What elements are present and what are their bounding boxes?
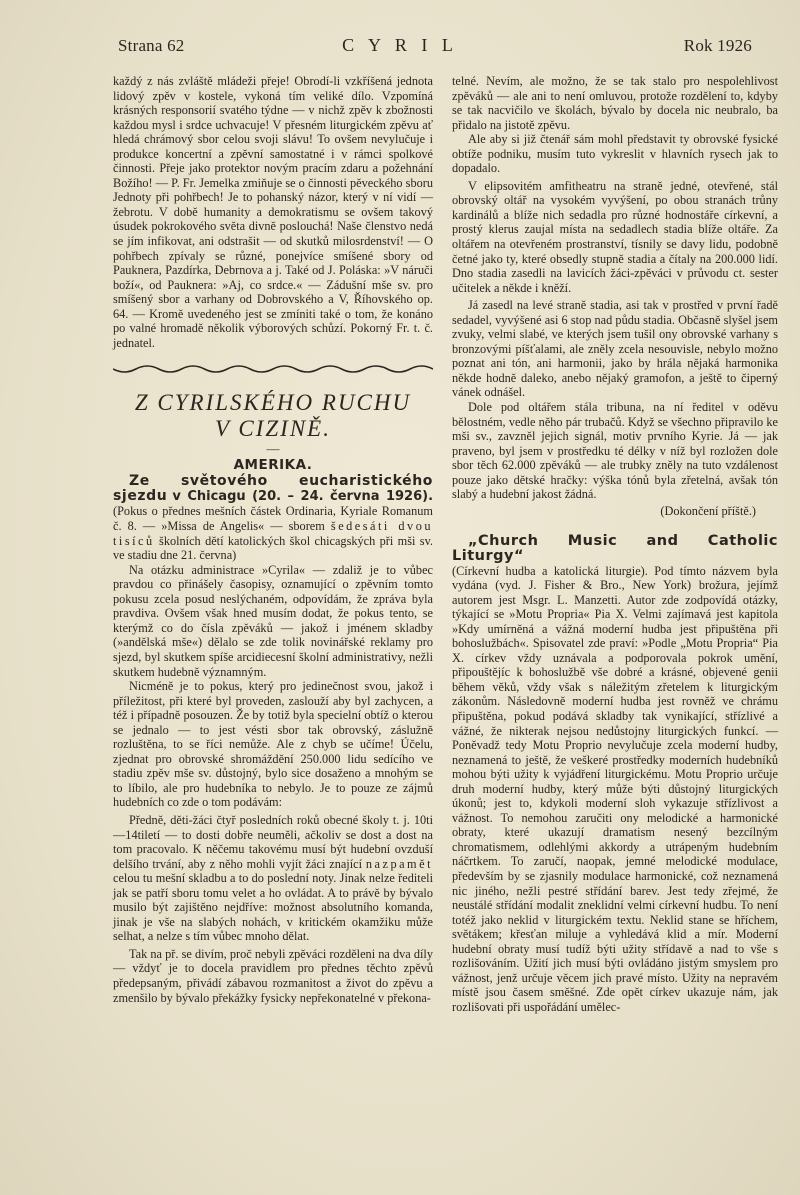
left-paragraph-4: Tak na př. se divím, proč nebyli zpěváci rozděleni na dva díly — vždyť je to docela pravidlem pro přednes těchto zpěvů předepsaným, přivádí zábavou rozmanitost a život do zpěvu a zmenšilo by bývalo překážky fysicky nepřekonatelné v překona-: [113, 946, 433, 1005]
article-2-body: (Církevní hudba a katolická liturgie). Pod tímto názvem byla vydána (vyd. J. Fisher & Bro., New York) brožura, jejímž autorem jest Msgr. L. Manzetti. Autor zde zodpovídá otázky, týkající se »Motu Propria« Pia X. Velmi zajímavá jest kapitola »Kdy umírněná a vážná moderní hudba jest připuštěna při bohoslužbách«. Spisovatel zde praví: »Podle „Motu Propria“ Pia X. církev vždy uznávala a podporovala pokrok umění, připouštějíc k bohoslužbě vše dobré a krásné, objevené genii během věků, vždy však s náležitým zřetelem k liturgickým zákonům. Následovně moderní hudba jest rovněž ve chrámu připuštěna, pokud podává skladby tak vynikající, střízlivé a vážné, že nikterak nejsou nedůstojny liturgických funkcí. — Poněvadž tedy Motu Proprio nevylučuje zcela moderní hudby, neznamená to ještě, že veškeré prostředky moderních hudebníků mohou býti užity k vyjádření liturgickému. Motu Proprio určuje druh moderní hudby, který může býti důstojný liturgických úkonů; jest to, kdykoli moderní sloh vykazuje střízlivost a vážnost. To nemohou zaručiti ony melodické a harmonické obraty, které ukazují dramatism nesený bezcílným chromatismem, odlehlými akkordy a utrápeným hudebním náčrtkem. To zaručí, naopak, jemné melodické modulace, především by se zjasnily modulace harmonické, což neznamená nic jiného, nežli pestré střídání barev. Jest tedy zřejmé, že neustálé střídání modalit zneklidní velmi církevní hudbu. To není totéž jako neklid v liturgickém textu. Neklid stane se hříchem, světákem; křesťan miluje a vyhledává klid a mír. Moderní hudební obraty musí tudíž býti užity střídavě a nad to vše s rozlišováním. Užití jich musí býti ovládáno jistým smyslem pro vážnost, jenž určuje věcem jich pravé místo. Užity na nepravém místě jsou časem směšné. Zde opět církev ukazuje nám, jak rozlišovati při uspořádání umělec-: [452, 563, 778, 1014]
continued-note: (Dokončení příště.): [660, 503, 756, 518]
year-label: Rok 1926: [683, 36, 752, 55]
wave-divider-path: [113, 366, 433, 372]
article-subtitle-part-2: školních dětí katolických škol chicagských při mši sv. ve stadiu dne 21. června): [113, 533, 434, 563]
section-title-line-1: Z CYRILSKÉHO RUCHU: [134, 390, 412, 416]
article-heading: [113, 474, 433, 562]
article-title-part-2: v Chicagu (20. – 24. června 1926).: [172, 488, 434, 504]
section-title-line-2: V CIZINĚ.: [215, 416, 331, 442]
region-heading: AMERIKA.: [233, 457, 313, 474]
right-column: [452, 74, 778, 1014]
journal-title: C Y R I L: [342, 35, 458, 55]
right-paragraph-5: Dole pod oltářem stála tribuna, na ní ředitel v oděvu bělostném, vedle něho pár trubačů. Když se všechno připravilo ke mši sv., zavzněl jejich signál, motiv prvního Kyrie. Já — jak praveno, byl jsem v prostředku té délky v níž byl rozložen dole sbor těch 62.000 zpěváků — ale trubky zněly na tuto vzdálenost pouze jako dětské hračky: výška tónů byla zřetelná, avšak tón slabý a hudební jakost žádná.: [452, 400, 778, 502]
page-number: Strana 62: [118, 36, 185, 55]
right-paragraph-3: V elipsovitém amfitheatru na straně jedné, otevřené, stál obrovský oltář na vysokém vyvýšení, po obou stranách trůny kardinálů a blíže nich sedadla pro různé hodnostáře církevní, a prostý klerus zaujal místa na sedadlech stadia blíže oltáře. Za oltářem na otevřeném prostranství, tísnily se davy lidu, podobně četné jako ty, které obsedly stupně stadia a čítaly na 200.000 lidí. Dno stadia zasedli na lavicích žáci-zpěváci v průvodu ct. sester učitelek a někde i kněží.: [452, 178, 778, 295]
wave-divider-icon: [113, 362, 433, 376]
intro-paragraph: každý z nás zvláště mládeži přeje! Obrodí-li vzkříšená jednota lidový zpěv v kostele, vykoná tím veliké dílo. Vzpomíná krásných responsorií svatého týdne — v nichž zpěv k zbožnosti každou mysl i srdce uchvacuje! V přesném liturgickém zpěvu ať hledá chrámový sbor celou svoji slávu! To ovšem nevylučuje i produkce koncertní a zpěvní samostatné i v rámci spolkové činnosti. Přeje jako protektor novým pracím zdaru a požehnání Božího! — P. Fr. Jemelka zmiňuje se o činnosti pěveckého sboru Jednoty při pohřbech! Je to pohanský názor, který v ní vidí — žebrotu. V době humanity a demokratismu se ovšem takový úsudek pokrokového světa divně poslouchá! Naše členstvo nedá se jím infikovat, ani odstrašit — od skutků milosrdenství! — O pohřbech zpívaly se různé, ponejvíce smíšené sbory od Pauknera, Pazdírka, Debrnova a j. Také od J. Poláska: »V náruči boží«, od Pauknera: »Aj, co srdce.« — Zádušní mše sv. pro smíšený sbor a varhany od Dobrovského a V, Říhovského op. 64. — Kromě uvedeného jest se zmíniti také o tom, že konáno po valné hromadě několik výborových schůzí. Pokorný Fr. t. č. jednatel.: [113, 74, 433, 350]
left-paragraph-1: Na otázku administrace »Cyrila« — zdaliž je to vůbec pravdou co přinášely časopisy, oznamující o zpěvním tomto pokusu zcela posud neslýchaném, odpovídám, že zpráva byla pravdiva. Ovšem však hned musím dodat, že pokus tento, se kterýmž co do čísla zpěváků — jakož i jménem skladby (»andělská mše«) dělalo se zde tolik novinářské reklamy pro sjezd, byl skutkem spíše arcidiecesní školní administrativy, nežli skutkem hudebně významným.: [113, 562, 433, 679]
right-paragraph-4: Já zasedl na levé straně stadia, asi tak v prostřed v první řadě sedadel, vyvýšené asi 6 stop nad půdu stadia. Občasně slyšel jsem zvuky, velmi slabé, ve kterých jsem tušil ony obrovské varhany s bronzovými píšťalami, ale zněly zcela nesouvisle, nebylo možno poznat ani tón, ani harmonii, jako by hrála nějaká harmonika někde hodně daleko, anebo nějaký gramofon, a ještě to čiperný vánek odnášel.: [452, 298, 778, 400]
left-paragraph-3-part-1: Předně, děti-žáci čtyř posledních roků obecné školy t. j. 10ti—14tiletí — to dosti dobře neuměli, ačkoliv se dost a dost na tom pracovalo. K něčemu takovému musí být hudební ovzduší delšího trvání, aby z něho mohli vyjít žáci znající: [113, 812, 433, 871]
left-paragraph-2: Nicméně je to pokus, který pro jedinečnost svou, jakož i příležitost, při které byl proveden, zaslouží aby byl zachycen, a též i případně posouzen. Že by totiž byla specielní obtíž o kterou se jednalo — to jest vésti sbor tak obrovský, záslužně rozluštěna, to se říci nemůže. Ale z chyb se učíme! Účelu, zjednat pro obrovské shromáždění 250.000 lidu sedícího ve stadiu zpěv mše sv. důstojný, bylo sice dosaženo a mnohým se to líbilo, ale pro hudebníka to nebylo. Je to pouze ze zájmů hudebních co zde o tom podávám:: [113, 679, 433, 810]
right-paragraph-2: Ale aby si již čtenář sám mohl představit ty obrovské fysické obtíže podniku, musím tuto vykreslit v hlavních rysech jak to dopadalo.: [452, 132, 778, 176]
article-2-title: „Church Music and Catholic Liturgy“: [452, 533, 778, 564]
article-subtitle-part-1: (Pokus o přednes mešních částek Ordinaria, Kyriale Romanum č. 8. — »Missa de Angelis« — sborem: [113, 504, 433, 534]
article-title-part-1: Ze světového eucharistického sjezdu: [113, 473, 433, 504]
left-paragraph-3: [113, 813, 433, 944]
left-paragraph-3-spaced: nazpamět: [365, 856, 433, 871]
section-dash: —: [266, 441, 280, 457]
left-column: [113, 74, 433, 1005]
article-subtitle-spaced: šedesáti dvou tisíců: [113, 519, 433, 548]
right-paragraph-1: telné. Nevím, ale možno, že se tak stalo pro nespolehlivost zpěváků — ale ani to není omluvou, protože rozdělení to, kdyby se tak nacvičilo ve školách, bývalo by docela nic neubralo, ba přidalo na jistotě zpěvu.: [452, 74, 778, 132]
left-paragraph-3-part-2: celou tu mešní skladbu a to do poslední noty. Jinak nelze řediteli jak se patří sboru tomu velet a ho ovládat. A to právě by bývalo musilo být zajištěno nejdříve: možnost absolutního komanda, jinak je vše na slabých nohách, v kritickém okamžiku může selhat, a nelze s tím vůbec mnoho dělat.: [113, 871, 433, 944]
